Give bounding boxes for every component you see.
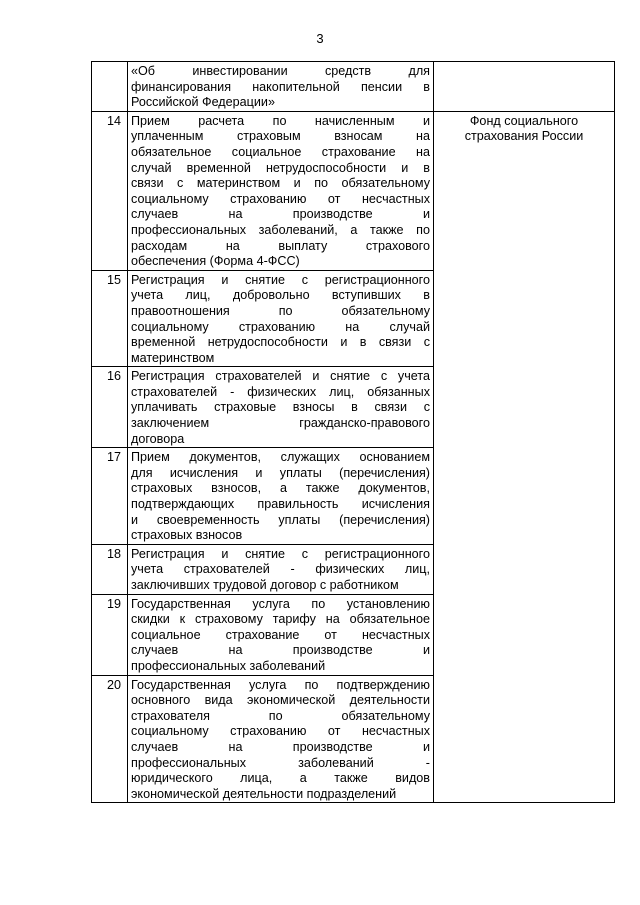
service-description-line: профессиональных заболеваний - xyxy=(131,755,430,770)
service-description-line: для исчисления и уплаты (перечисления) xyxy=(131,465,430,480)
service-description-line: обязательное социальное страхование на xyxy=(131,144,430,159)
service-description-line: страховых взносов xyxy=(131,528,243,543)
service-description xyxy=(128,675,434,803)
row-number xyxy=(92,62,128,112)
service-description-line: Прием документов, служащих основанием xyxy=(131,450,430,465)
service-description-line: заключением гражданско-правового xyxy=(131,416,430,431)
service-description-line: профессиональных заболеваний, а также по xyxy=(131,222,430,237)
service-description-line: случай временной нетрудоспособности и в xyxy=(131,160,430,175)
service-description-line: материнством xyxy=(131,350,215,365)
service-description-line: Государственная услуга по установлению xyxy=(131,596,430,611)
service-description-line: случаев на производстве и xyxy=(131,739,430,754)
service-description-line: социальному страхованию на случай xyxy=(131,319,430,334)
service-description-line: договора xyxy=(131,431,185,446)
service-description-line: социальному страхованию от несчастных xyxy=(131,724,430,739)
responsible-organization xyxy=(434,111,615,803)
organization-cell-empty xyxy=(434,62,615,112)
service-description-line: расходам на выплату страхового xyxy=(131,238,430,253)
service-description-line: учета лиц, добровольно вступивших в xyxy=(131,288,430,303)
service-description-line: Российской Федерации» xyxy=(131,95,275,110)
service-description-line: заключивших трудовой договор с работником xyxy=(131,578,399,592)
service-description-line: подтверждающих правильность исчисления xyxy=(131,497,430,512)
row-number: 17 xyxy=(92,448,128,545)
service-description-line: правоотношения по обязательному xyxy=(131,303,430,318)
service-description-line: страховых взносов, а также документов, xyxy=(131,481,430,496)
service-description-line: основного вида экономической деятельности xyxy=(131,693,430,708)
service-description-line: страхователя по обязательному xyxy=(131,708,430,723)
service-description-line: временной нетрудоспособности и в связи с xyxy=(131,335,430,350)
service-description-line: страхователей - физических лиц, обязанных xyxy=(131,384,430,399)
service-description-line: экономической деятельности подразделений xyxy=(131,786,397,801)
service-description xyxy=(128,62,434,112)
service-description-line: уплаченным страховым взносам на xyxy=(131,129,430,144)
service-description-line: случаев на производстве и xyxy=(131,207,430,222)
services-table-body xyxy=(92,62,615,803)
row-number: 14 xyxy=(92,111,128,270)
service-description-line: социальному страхованию от несчастных xyxy=(131,191,430,206)
service-description-line: скидки к страховому тарифу на обязательное xyxy=(131,612,430,627)
responsible-organization-line: Фонд социального xyxy=(469,113,579,128)
row-number: 18 xyxy=(92,544,128,594)
row-number: 16 xyxy=(92,367,128,448)
service-description xyxy=(128,448,434,545)
service-description-line: обеспечения (Форма 4-ФСС) xyxy=(131,254,300,269)
service-description-line: Прием расчета по начисленным и xyxy=(131,113,430,128)
service-description-line: учета страхователей - физических лиц, xyxy=(131,562,430,577)
service-description-line: Регистрация и снятие с регистрационного xyxy=(131,546,430,561)
service-description-line: социальное страхование от несчастных xyxy=(131,627,430,642)
service-description-line: Государственная услуга по подтверждению xyxy=(131,677,430,692)
service-description-line: случаев на производстве и xyxy=(131,643,430,658)
table-row xyxy=(92,111,615,270)
service-description-line: Регистрация страхователей и снятие с учета xyxy=(131,369,430,384)
service-description-line: финансирования накопительной пенсии в xyxy=(131,79,430,94)
responsible-organization-line: страхования России xyxy=(464,129,584,144)
service-description-line: Регистрация и снятие с регистрационного xyxy=(131,272,430,287)
row-number: 19 xyxy=(92,594,128,675)
table-row xyxy=(92,62,615,112)
service-description-line: профессиональных заболеваний xyxy=(131,658,326,673)
services-table xyxy=(91,61,615,803)
row-number: 20 xyxy=(92,675,128,803)
service-description-line: «Об инвестировании средств для xyxy=(131,64,430,78)
service-description xyxy=(128,270,434,367)
page-number: 3 xyxy=(316,31,324,46)
service-description xyxy=(128,544,434,594)
service-description xyxy=(128,594,434,675)
service-description xyxy=(128,367,434,448)
service-description xyxy=(128,111,434,270)
row-number: 15 xyxy=(92,270,128,367)
service-description-line: уплачивать страховые взносы в связи с xyxy=(131,400,430,415)
service-description-line: юридического лица, а также видов xyxy=(131,771,430,786)
service-description-line: и своевременность уплаты (перечисления) xyxy=(131,512,430,527)
service-description-line: связи с материнством и по обязательному xyxy=(131,176,430,191)
